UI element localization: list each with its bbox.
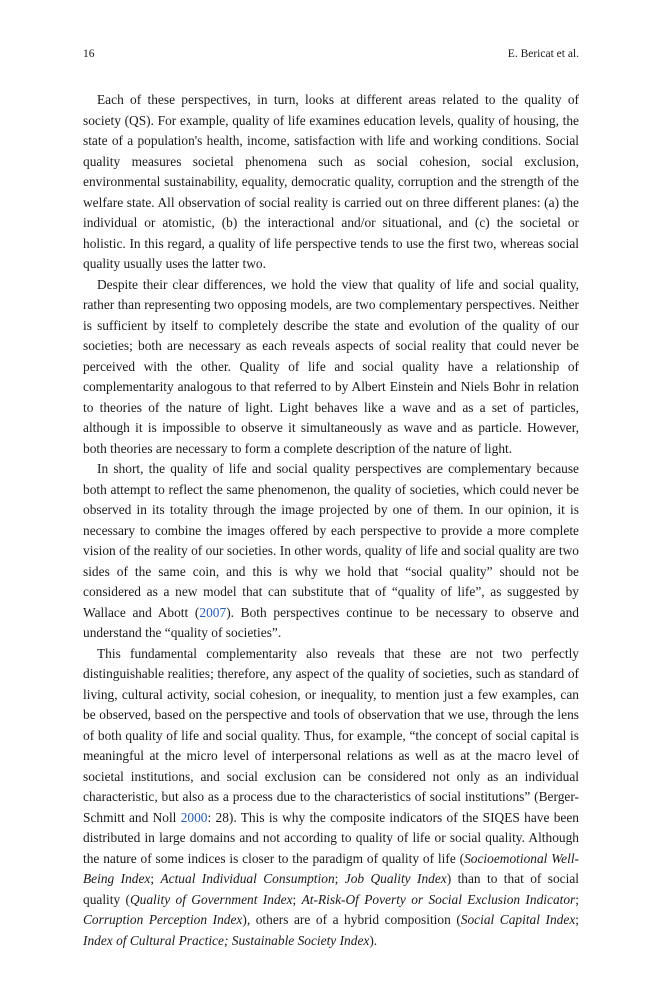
paragraph-3-text: In short, the quality of life and social quality perspectives are complementary because both attempt to reflect the same phenomenon, the quality of societies, which could never be observed in its totality through the image projected by one of them. In our opinion, it is necessary to combine the images offered by each perspective to provide a more complete vision of the reality of our societies. In other words, quality of life and social quality are two sides of the same coin, and this is why we hold that “social quality” should not be considered as a new model that can substitute that of “quality of life”, as suggested by Wallace and Abott ( [83,461,579,620]
paragraph-2: Despite their clear differences, we hold the view that quality of life and social quality, rather than representing two opposing models, are two complementary perspectives. Neither is sufficient by itself to completely describe the state and evolution of the quality of our societies; both are necessary as each reveals aspects of social reality that could never be perceived with the other. Quality of life and social quality have a relationship of complementarity analogous to that referred to by Albert Einstein and Niels Bohr in relation to theories of the nature of light. Light behaves like a wave and as a set of particles, although it is impossible to observe it simultaneously as wave and as particle. However, both theories are necessary to form a complete description of the nature of light. [83,276,579,456]
citation-link-2007[interactable]: 2007 [199,604,227,620]
paragraph-3 [83,459,579,644]
paragraph-1: Each of these perspectives, in turn, looks at different areas related to the quality of society (QS). For example, quality of life examines education levels, quality of housing, the state of a population's health, income, satisfaction with life and working conditions. Social quality measures societal phenomena such as social cohesion, social exclusion, environmental sustainability, equality, democratic quality, corruption and the strength of the welfare state. All observation of social reality is carried out on three different planes: (a) the individual or atomistic, (b) the interactional and/or situational, and (c) the societal or holistic. In this regard, a quality of life perspective tends to use the first two, whereas social quality usually uses the latter two. [83,92,579,271]
separator: ; [150,871,161,886]
separator: ; [292,891,302,907]
index-name-socioemotional: Socioemotional Well-Being Index [83,850,579,886]
index-name-job-quality: Job Quality Index [344,871,447,886]
paragraph-4-text: This fundamental complementarity also reveals that these are not two perfectly distinguishable realities; therefore, any aspect of the quality of societies, such as standard of living, cultural activity, social cohesion, or inequality, to mention just a few examples, can be observed, based on the perspective and tools of observation that we use, through the lens of both quality of life and social quality. Thus, for example, “the concept of social capital is meaningful at the micro level of interpersonal relations as well as at the macro level of societal institutions, and social exclusion can be considered not only as an individual characteristic, but also as a process due to the characteristics of social institutions” (Berger-Schmitt and Noll [83,645,579,825]
body-text [83,90,579,951]
separator: ; [575,912,579,927]
paragraph-4 [83,644,579,952]
paragraph-4-text-link: ) than to that of social quality ( [83,871,580,907]
index-name-government: Quality of Government Index [130,891,293,907]
citation-link-2000[interactable]: 2000 [180,809,208,825]
index-name-corruption: Corruption Perception Index [83,912,243,927]
running-head-author: E. Bericat et al. [507,48,579,60]
index-name-cultural-sustainable: Index of Cultural Practice; Sustainable Society Index [83,932,370,948]
paragraph-4-text-hybrid: ), others are of a hybrid composition ( [242,912,461,927]
running-header [83,46,579,62]
index-name-social-capital: Social Capital Index [460,912,576,927]
paragraph-4-text-end: ). [369,932,378,948]
separator: ; [334,871,345,886]
page-number: 16 [83,48,95,60]
paragraph-4-text-mid: : 28). This is why the composite indicators of the SIQES have been distributed in large domains and not according to quality of life or social quality. Although the nature of some indices is closer to the paradigm of quality of life ( [83,809,579,866]
paragraph-3-text-end: ). Both perspectives continue to be necessary to observe and understand the “quality of societies”. [83,604,579,640]
index-name-consumption: Actual Individual Consumption [160,871,335,886]
separator: ; [575,891,579,907]
index-name-poverty: At-Risk-Of Poverty or Social Exclusion Indicator [301,891,576,907]
